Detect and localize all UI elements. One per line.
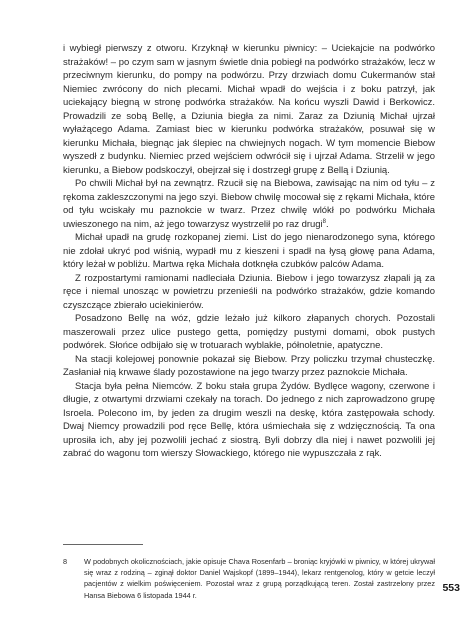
paragraph-2 xyxy=(63,177,435,231)
page-number: 553 xyxy=(442,582,460,594)
paragraph-6: Na stacji kolejowej ponownie pokazał się Biebow. Przy policzku trzymał chusteczkę. Zasłaniał nią krwawe ślady pozostawione na jego twarzy przez paznokcie Michała. xyxy=(63,353,435,378)
paragraph-5: Posadzono Bellę na wóz, gdzie leżało już kilkoro złapanych chorych. Pozostali maszerowali przez ulice pustego getta, pomiędzy pustymi domami, obok pustych podwórek. Słońce odbijało się w trotuarach wyblakłe, półnoletnie, apatyczne. xyxy=(63,313,435,351)
footnote-divider xyxy=(63,544,143,545)
footnote-text: W podobnych okolicznościach, jakie opisuje Chava Rosenfarb – broniąc kryjówki w piwnicy, w której ukrywał się wraz z rodziną – zginął doktor Daniel Wajskopf (1899–1944), lekarz rentgenolog, który w getcie leczył pacjentów z wielkim poświęceniem. Pozostał wraz z grupą porządkującą teren. Został zastrzelony przez Hansa Biebowa 6 listopada 1944 r. xyxy=(84,557,435,600)
paragraph-2-text: Po chwili Michał był na zewnątrz. Rzucił się na Biebowa, zawisając na nim od tyłu – z rękoma zakleszczonymi na jego szyi. Biebow chwilę mocował się z rękami Michała, które od tyłu wciskały mu paznokcie w twarz. Przez chwilę wlókł po podwórku Michała uwieszonego na nim, aż jego towarzysz wystrzelił po raz drugi xyxy=(63,178,435,230)
paragraph-4: Z rozpostartymi ramionami nadleciała Dziunia. Biebow i jego towarzysz złapali ją za ręce i niemal unosząc w powietrzu przenieśli na podwórko strażaków, gdzie komando czyszczące zbierało uciekinierów. xyxy=(63,272,435,311)
footnote-reference: 8 xyxy=(322,218,326,225)
main-text xyxy=(63,42,435,461)
paragraph-3: Michał upadł na grudę rozkopanej ziemi. List do jego nienarodzonego syna, którego nie zdołał ukryć pod wiśnią, wypadł mu z kieszeni i spadł na łysą głowę pana Adama, który leżał w pobliżu. Martwa ręka Michała dotknęła czubków palców Adama. xyxy=(63,232,435,270)
footnote xyxy=(63,556,435,601)
paragraph-1: i wybiegł pierwszy z otworu. Krzyknął w kierunku piwnicy: – Uciekajcie na podwórko strażaków! – po czym sam w jasnym świetle dnia pobiegł na podwórko strażaków, lecz w przeciwnym kierunku, do pompy na podwórzu. Przy drzwiach domu Cukermanów stał Niemiec zwrócony do nich plecami. Michał wpadł do wejścia i z boku patrzył, jak uciekający biegną w stronę podwórka strażaków. Na końcu wyszli Dawid i Berkowicz. Prowadzili ze sobą Bellę, a Dziunia biegła za nimi. Zaraz za Dziunią Michał ujrzał wyłażącego Adama. Zamiast biec w kierunku podwórka strażaków, posuwał się w kierunku Michała, biegnąc jak ślepiec na chwiejnych nogach. W tym momencie Biebow wyszedł z budynku. Niemiec przed wejściem odwrócił się i ujrzał Adama. Strzelił w jego kierunku, a Biebow podskoczył, obejrzał się i dostrzegł grupę z Bellą i Dziunią. xyxy=(63,43,435,176)
paragraph-2-end: . xyxy=(326,218,329,230)
paragraph-7: Stacja była pełna Niemców. Z boku stała grupa Żydów. Bydlęce wagony, czerwone i długie, z otwartymi drzwiami czekały na torach. Do jednego z nich zaprowadzono grupę Isroela. Polecono im, by jeden za drugim weszli na deskę, która zastępowała schody. Dwaj Niemcy prowadzili pod ręce Bellę, która uśmiechała się z wdzięcznością. Ta ona uprosiła ich, aby jej pozwolili jechać z siostrą. Byli dobrzy dla niej i nawet pozwolili jej zabrać do wagonu tom wierszy Słowackiego, którego nie wypuszczała z rąk. xyxy=(63,380,435,459)
footnote-mark: 8 xyxy=(63,557,68,566)
